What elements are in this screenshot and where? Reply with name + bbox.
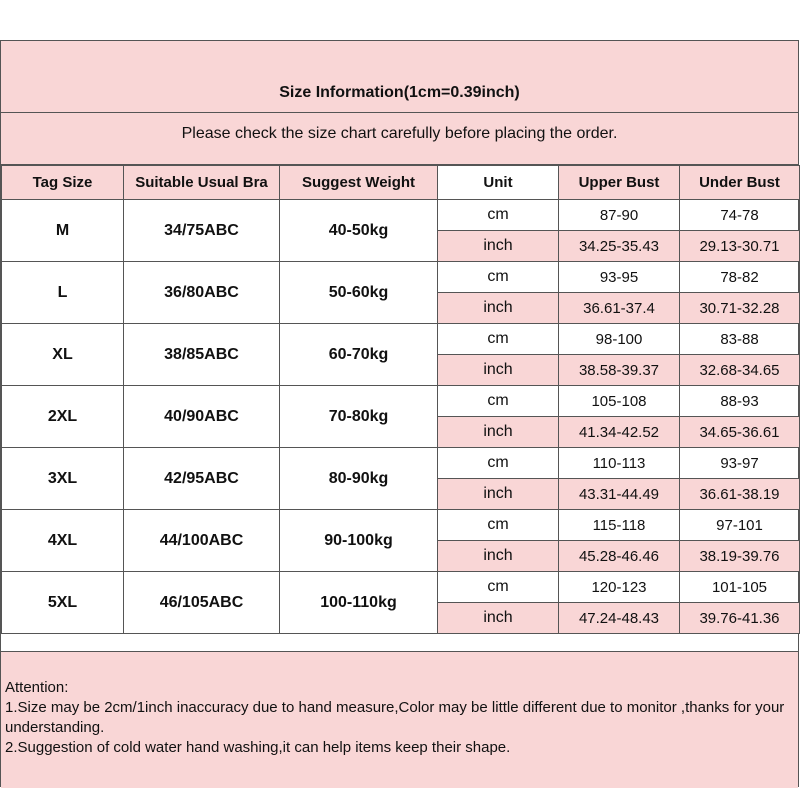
upper-bust-cell: 47.24-48.43 — [559, 603, 680, 634]
under-bust-cell: 97-101 — [680, 510, 800, 541]
table-row — [2, 448, 800, 479]
attention-box — [1, 651, 798, 788]
table-header-row — [2, 166, 800, 200]
unit-cell: inch — [438, 355, 559, 386]
table-row — [2, 572, 800, 603]
upper-bust-cell: 93-95 — [559, 262, 680, 293]
bra-cell: 36/80ABC — [124, 262, 280, 324]
under-bust-cell: 39.76-41.36 — [680, 603, 800, 634]
title-band — [1, 41, 798, 113]
under-bust-cell: 38.19-39.76 — [680, 541, 800, 572]
unit-cell: cm — [438, 262, 559, 293]
under-bust-cell: 88-93 — [680, 386, 800, 417]
under-bust-cell: 93-97 — [680, 448, 800, 479]
upper-bust-cell: 38.58-39.37 — [559, 355, 680, 386]
upper-bust-cell: 45.28-46.46 — [559, 541, 680, 572]
header-bra: Suitable Usual Bra — [124, 166, 280, 200]
tag-size-cell: 3XL — [2, 448, 124, 510]
notice-band — [1, 113, 798, 165]
notice-text: Please check the size chart carefully before placing the order. — [181, 125, 618, 142]
attention-line-2: 2.Suggestion of cold water hand washing,it can help items keep their shape. — [5, 739, 511, 756]
bra-cell: 40/90ABC — [124, 386, 280, 448]
upper-bust-cell: 105-108 — [559, 386, 680, 417]
header-weight: Suggest Weight — [280, 166, 438, 200]
weight-cell: 70-80kg — [280, 386, 438, 448]
unit-cell: cm — [438, 510, 559, 541]
under-bust-cell: 29.13-30.71 — [680, 231, 800, 262]
weight-cell: 80-90kg — [280, 448, 438, 510]
upper-bust-cell: 34.25-35.43 — [559, 231, 680, 262]
upper-bust-cell: 43.31-44.49 — [559, 479, 680, 510]
unit-cell: inch — [438, 603, 559, 634]
under-bust-cell: 30.71-32.28 — [680, 293, 800, 324]
upper-bust-cell: 120-123 — [559, 572, 680, 603]
table-row — [2, 324, 800, 355]
upper-bust-cell: 41.34-42.52 — [559, 417, 680, 448]
bra-cell: 38/85ABC — [124, 324, 280, 386]
size-chart — [0, 40, 799, 787]
upper-bust-cell: 36.61-37.4 — [559, 293, 680, 324]
header-under-bust: Under Bust — [680, 166, 800, 200]
upper-bust-cell: 110-113 — [559, 448, 680, 479]
weight-cell: 60-70kg — [280, 324, 438, 386]
table-row — [2, 510, 800, 541]
tag-size-cell: L — [2, 262, 124, 324]
unit-cell: inch — [438, 417, 559, 448]
tag-size-cell: 4XL — [2, 510, 124, 572]
tag-size-cell: M — [2, 200, 124, 262]
under-bust-cell: 78-82 — [680, 262, 800, 293]
tag-size-cell: 2XL — [2, 386, 124, 448]
unit-cell: inch — [438, 541, 559, 572]
unit-cell: inch — [438, 479, 559, 510]
under-bust-cell: 32.68-34.65 — [680, 355, 800, 386]
under-bust-cell: 34.65-36.61 — [680, 417, 800, 448]
upper-bust-cell: 87-90 — [559, 200, 680, 231]
under-bust-cell: 83-88 — [680, 324, 800, 355]
chart-title: Size Information(1cm=0.39inch) — [279, 84, 520, 101]
header-unit: Unit — [438, 166, 559, 200]
bra-cell: 44/100ABC — [124, 510, 280, 572]
attention-heading: Attention: — [5, 679, 69, 696]
unit-cell: inch — [438, 231, 559, 262]
size-table — [1, 165, 800, 634]
table-row — [2, 262, 800, 293]
bra-cell: 46/105ABC — [124, 572, 280, 634]
under-bust-cell: 101-105 — [680, 572, 800, 603]
unit-cell: inch — [438, 293, 559, 324]
under-bust-cell: 74-78 — [680, 200, 800, 231]
weight-cell: 40-50kg — [280, 200, 438, 262]
upper-bust-cell: 115-118 — [559, 510, 680, 541]
attention-line-1: 1.Size may be 2cm/1inch inaccuracy due to hand measure,Color may be little different due to monitor ,thanks for your understanding. — [5, 699, 785, 736]
header-upper-bust: Upper Bust — [559, 166, 680, 200]
tag-size-cell: 5XL — [2, 572, 124, 634]
upper-bust-cell: 98-100 — [559, 324, 680, 355]
header-tag-size: Tag Size — [2, 166, 124, 200]
unit-cell: cm — [438, 386, 559, 417]
unit-cell: cm — [438, 324, 559, 355]
weight-cell: 90-100kg — [280, 510, 438, 572]
bra-cell: 34/75ABC — [124, 200, 280, 262]
bra-cell: 42/95ABC — [124, 448, 280, 510]
weight-cell: 50-60kg — [280, 262, 438, 324]
under-bust-cell: 36.61-38.19 — [680, 479, 800, 510]
weight-cell: 100-110kg — [280, 572, 438, 634]
table-row — [2, 200, 800, 231]
tag-size-cell: XL — [2, 324, 124, 386]
unit-cell: cm — [438, 200, 559, 231]
unit-cell: cm — [438, 572, 559, 603]
table-row — [2, 386, 800, 417]
unit-cell: cm — [438, 448, 559, 479]
